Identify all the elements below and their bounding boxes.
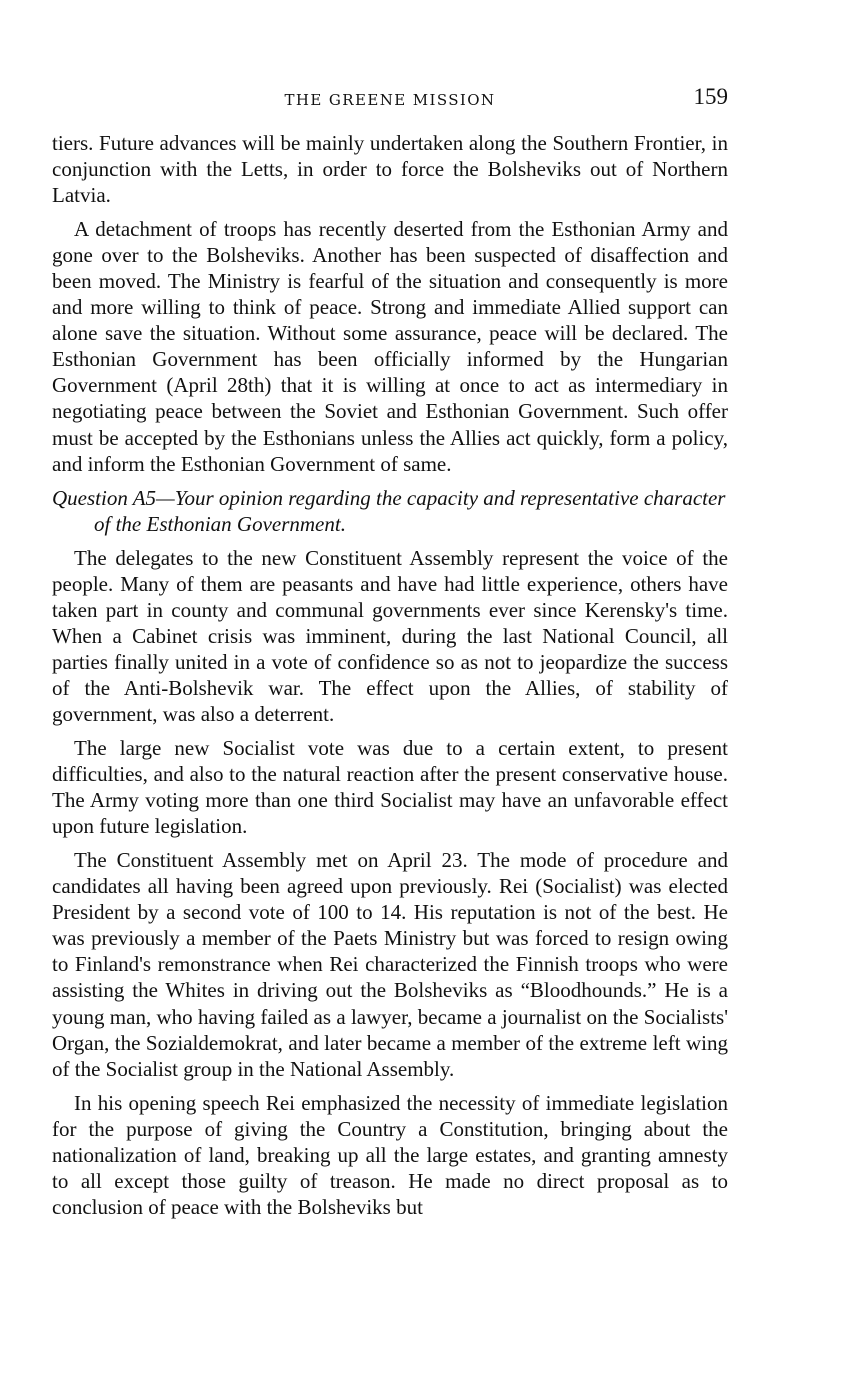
running-head — [52, 84, 728, 114]
page-number: 159 — [693, 84, 728, 109]
paragraph-continued: tiers. Future advances will be mainly undertaken along the Southern Frontier, in conjunction with the Letts, in order to force the Bolsheviks out of Northern Latvia. — [52, 131, 728, 208]
paragraph-constituent-delegates: The delegates to the new Constituent Assembly represent the voice of the people. Many of them are peasants and have had little experience, others have taken part in county and communal governments ever since Kerensky's time. When a Cabinet crisis was imminent, during the last National Council, all parties finally united in a vote of confidence so as not to jeopardize the success of the Anti-Bolshevik war. The effect upon the Allies, of stability of government, was also a deterrent. — [52, 545, 728, 726]
paragraph-socialist-vote: The large new Socialist vote was due to a certain extent, to present difficulties, and also to the natural reaction after the present conservative house. The Army voting more than one third Socialist may have an unfavorable effect upon future legislation. — [52, 736, 728, 839]
body-text — [52, 130, 728, 1228]
paragraph-troop-desertion: A detachment of troops has recently deserted from the Esthonian Army and gone over to the Bolsheviks. Another has been suspected of disaffection and been moved. The Ministry is fearful of the situation and consequently is more and more willing to think of peace. Strong and immediate Allied support can alone save the situation. Without some assurance, peace will be declared. The Esthonian Government has been officially informed by the Hungarian Government (April 28th) that it is willing at once to act as intermediary in negotiating peace between the Soviet and Esthonian Government. Such offer must be accepted by the Esthonians unless the Allies act quickly, form a policy, and inform the Esthonian Government of same. — [52, 217, 728, 476]
paragraph-opening-speech: In his opening speech Rei emphasized the necessity of immediate legislation for the purpose of giving the Country a Constitution, bringing about the nationalization of land, breaking up all the large estates, and granting amnesty to all except those guilty of treason. He made no direct proposal as to conclusion of peace with the Bolsheviks but — [52, 1090, 728, 1219]
question-heading-a5: Question A5—Your opinion regarding the capacity and representative character of the Esthonian Government. — [52, 485, 726, 536]
running-title: THE GREENE MISSION — [284, 91, 496, 109]
paragraph-assembly-met: The Constituent Assembly met on April 23. The mode of procedure and candidates all having been agreed upon previously. Rei (Socialist) was elected President by a second vote of 100 to 14. His reputation is not of the best. He was previously a member of the Paets Ministry but was forced to resign owing to Finland's remonstrance when Rei characterized the Finnish troops who were assisting the Whites in driving out the Bolsheviks as “Bloodhounds.” He is a young man, who having failed as a lawyer, became a journalist on the Socialists' Organ, the Sozialdemokrat, and later became a member of the extreme left wing of the Socialist group in the National Assembly. — [52, 848, 728, 1081]
